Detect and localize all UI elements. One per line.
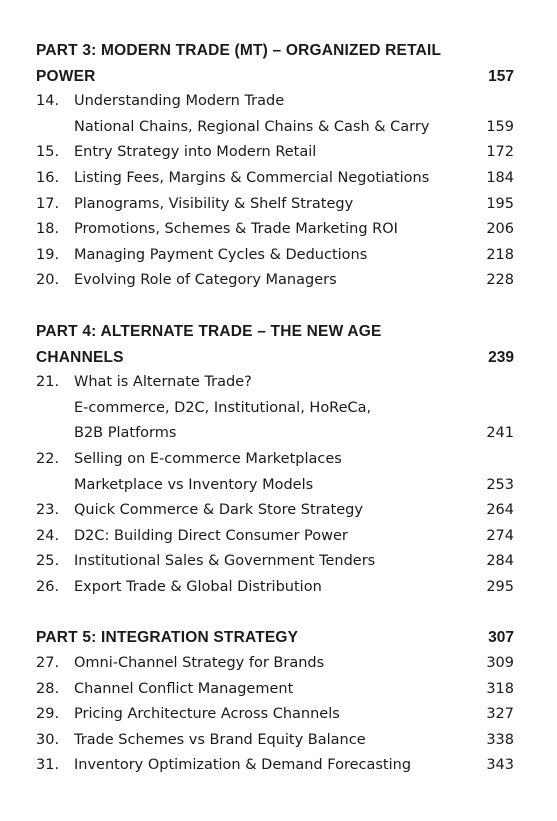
chapter-title-block [74, 651, 514, 677]
chapter-title-block [74, 268, 514, 294]
chapter-title-block [74, 549, 514, 575]
chapter-title-text: Promotions, Schemes & Trade Marketing ROI [74, 221, 398, 238]
toc-entry[interactable] [36, 549, 514, 575]
chapter-title-line [74, 524, 514, 550]
part-title-row [36, 64, 514, 90]
part-page-number: 307 [488, 629, 514, 647]
chapter-title-line [74, 447, 514, 473]
chapter-title-block [74, 447, 514, 498]
chapter-title-block [74, 243, 514, 269]
part-title: PART 3: MODERN TRADE (MT) – ORGANIZED RETAIL [36, 42, 442, 59]
toc-part [36, 625, 514, 779]
chapter-number: 30. [36, 731, 60, 748]
chapter-title-block [74, 728, 514, 754]
toc-part [36, 319, 514, 601]
chapter-number: 16. [36, 169, 60, 186]
chapter-title-line [74, 575, 514, 601]
chapter-page-number: 338 [486, 731, 514, 748]
chapter-title-text: Quick Commerce & Dark Store Strategy [74, 502, 363, 519]
chapter-number: 28. [36, 680, 60, 697]
chapter-title-text: National Chains, Regional Chains & Cash & Carry [74, 118, 430, 135]
chapter-title-text: What is Alternate Trade? [74, 374, 252, 391]
chapter-title-line [74, 421, 514, 447]
chapter-title-text: Selling on E-commerce Marketplaces [74, 450, 342, 467]
chapter-title-text: Listing Fees, Margins & Commercial Negotiations [74, 169, 430, 186]
chapter-title-line [74, 728, 514, 754]
chapter-page-number: 343 [486, 757, 514, 774]
part-title: PART 5: INTEGRATION STRATEGY [36, 629, 299, 647]
toc-entry[interactable] [36, 575, 514, 601]
toc-entry[interactable] [36, 217, 514, 243]
chapter-page-number: 318 [486, 680, 514, 697]
chapter-title-text: Export Trade & Global Distribution [74, 578, 322, 595]
chapter-title-line [74, 268, 514, 294]
chapter-page-number: 218 [486, 246, 514, 263]
toc-entry[interactable] [36, 89, 514, 140]
toc-entry[interactable] [36, 728, 514, 754]
chapter-title-text: Managing Payment Cycles & Deductions [74, 246, 368, 263]
chapter-page-number: 274 [486, 527, 514, 544]
chapter-title-block [74, 370, 514, 447]
chapter-title-line [74, 192, 514, 218]
toc-entry[interactable] [36, 268, 514, 294]
chapter-number: 22. [36, 450, 60, 467]
chapter-number: 15. [36, 144, 60, 161]
toc-entry[interactable] [36, 140, 514, 166]
chapter-title-line [74, 473, 514, 499]
chapter-page-number: 284 [486, 553, 514, 570]
part-title-continued: POWER [36, 67, 96, 85]
chapter-title-text: Marketplace vs Inventory Models [74, 476, 314, 493]
chapter-title-block [74, 575, 514, 601]
chapter-title-text: Evolving Role of Category Managers [74, 272, 337, 289]
toc-entry[interactable] [36, 677, 514, 703]
chapter-title-text: E-commerce, D2C, Institutional, HoReCa, [74, 399, 372, 416]
chapter-title-block [74, 166, 514, 192]
chapter-title-block [74, 524, 514, 550]
chapter-number: 31. [36, 757, 60, 774]
chapter-page-number: 264 [486, 502, 514, 519]
chapter-page-number: 206 [486, 221, 514, 238]
chapter-number: 18. [36, 221, 60, 238]
chapter-page-number: 309 [486, 655, 514, 672]
chapter-title-block [74, 89, 514, 140]
chapter-title-text: Trade Schemes vs Brand Equity Balance [74, 731, 366, 748]
chapter-number: 20. [36, 272, 60, 289]
chapter-title-line [74, 549, 514, 575]
chapter-title-line [74, 370, 514, 396]
chapter-page-number: 228 [486, 272, 514, 289]
chapter-title-text: B2B Platforms [74, 425, 177, 442]
chapter-title-text: Channel Conflict Management [74, 680, 294, 697]
chapter-title-text: Entry Strategy into Modern Retail [74, 144, 317, 161]
part-title-continued: CHANNELS [36, 348, 124, 366]
part-title-row [36, 625, 514, 651]
toc-entry[interactable] [36, 651, 514, 677]
chapter-title-line [74, 753, 514, 779]
chapter-title-block [74, 498, 514, 524]
toc-entry[interactable] [36, 192, 514, 218]
chapter-page-number: 295 [486, 578, 514, 595]
chapter-title-block [74, 677, 514, 703]
chapter-title-block [74, 140, 514, 166]
toc-entry[interactable] [36, 447, 514, 498]
chapter-title-line [74, 677, 514, 703]
chapter-page-number: 172 [486, 144, 514, 161]
toc-entry[interactable] [36, 166, 514, 192]
chapter-title-line [74, 166, 514, 192]
chapter-number: 17. [36, 195, 60, 212]
chapter-title-text: Inventory Optimization & Demand Forecasting [74, 757, 412, 774]
toc-entry[interactable] [36, 498, 514, 524]
chapter-title-text: Omni-Channel Strategy for Brands [74, 655, 325, 672]
chapter-page-number: 159 [486, 118, 514, 135]
chapter-title-text: Planograms, Visibility & Shelf Strategy [74, 195, 354, 212]
table-of-contents [36, 38, 514, 804]
toc-entry[interactable] [36, 370, 514, 447]
part-title: PART 4: ALTERNATE TRADE – THE NEW AGE [36, 322, 382, 340]
chapter-title-line [74, 217, 514, 243]
toc-part [36, 38, 514, 294]
toc-entry[interactable] [36, 702, 514, 728]
chapter-title-line [74, 651, 514, 677]
toc-entry[interactable] [36, 243, 514, 269]
chapter-title-line [74, 140, 514, 166]
part-page-number: 239 [488, 348, 514, 366]
chapter-page-number: 241 [486, 425, 514, 442]
chapter-page-number: 253 [486, 476, 514, 493]
chapter-title-line [74, 498, 514, 524]
chapter-title-text: D2C: Building Direct Consumer Power [74, 527, 348, 544]
chapter-title-text: Institutional Sales & Government Tenders [74, 553, 376, 570]
chapter-number: 19. [36, 246, 60, 263]
chapter-page-number: 184 [486, 169, 514, 186]
chapter-title-line [74, 89, 514, 115]
chapter-title-block [74, 217, 514, 243]
chapter-number: 24. [36, 527, 60, 544]
part-title-row [36, 345, 514, 371]
chapter-title-line [74, 396, 514, 422]
toc-entry[interactable] [36, 753, 514, 779]
chapter-title-line [74, 115, 514, 141]
chapter-number: 14. [36, 93, 60, 110]
chapter-page-number: 195 [486, 195, 514, 212]
toc-entry[interactable] [36, 524, 514, 550]
chapter-page-number: 327 [486, 706, 514, 723]
chapter-number: 29. [36, 706, 60, 723]
chapter-number: 23. [36, 502, 60, 519]
chapter-title-block [74, 192, 514, 218]
chapter-title-line [74, 243, 514, 269]
chapter-number: 21. [36, 374, 60, 391]
chapter-number: 27. [36, 655, 60, 672]
chapter-title-line [74, 702, 514, 728]
chapter-number: 25. [36, 553, 60, 570]
chapter-number: 26. [36, 578, 60, 595]
chapter-title-block [74, 753, 514, 779]
chapter-title-block [74, 702, 514, 728]
chapter-title-text: Pricing Architecture Across Channels [74, 706, 340, 723]
part-page-number: 157 [488, 67, 514, 85]
chapter-title-text: Understanding Modern Trade [74, 93, 285, 110]
